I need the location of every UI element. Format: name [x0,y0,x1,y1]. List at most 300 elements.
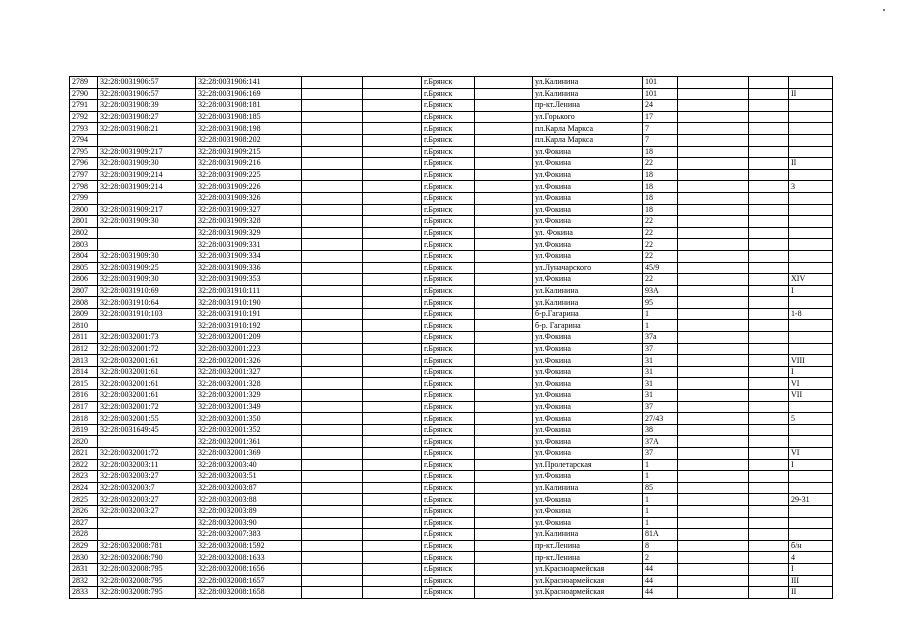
city-cell: г.Брянск [422,239,475,251]
house-number-cell: 31 [643,390,678,402]
premises-number-cell [789,517,833,529]
object-number-cell: 32:28:0032003:87 [196,482,302,494]
premises-number-cell [789,505,833,517]
col-4-cell [302,77,363,89]
col-5-cell [363,77,422,89]
col-11-cell [749,436,789,448]
street-cell: ул.Фокина [533,401,643,413]
parcel-number-cell: 32:28:0032001:73 [98,332,196,344]
col-10-cell [678,482,749,494]
row-number-cell: 2807 [70,285,98,297]
col-10-cell [678,146,749,158]
table-row [70,88,833,100]
col-5-cell [363,436,422,448]
street-cell: ул.Фокина [533,192,643,204]
col-7-cell [475,239,533,251]
col-11-cell [749,413,789,425]
row-number-cell: 2796 [70,158,98,170]
city-cell: г.Брянск [422,587,475,599]
table-row [70,100,833,112]
street-cell: ул.Горького [533,111,643,123]
col-11-cell [749,320,789,332]
col-5-cell [363,297,422,309]
house-number-cell: 1 [643,494,678,506]
col-7-cell [475,413,533,425]
table-row [70,227,833,239]
col-10-cell [678,308,749,320]
object-number-cell: 32:28:0031909:226 [196,181,302,193]
premises-number-cell [789,227,833,239]
col-5-cell [363,332,422,344]
house-number-cell: 37а [643,332,678,344]
row-number-cell: 2816 [70,390,98,402]
parcel-number-cell: 32:28:0032001:61 [98,366,196,378]
col-5-cell [363,343,422,355]
city-cell: г.Брянск [422,262,475,274]
house-number-cell: 44 [643,563,678,575]
premises-number-cell: III [789,575,833,587]
city-cell: г.Брянск [422,413,475,425]
col-4-cell [302,297,363,309]
col-4-cell [302,227,363,239]
object-number-cell: 32:28:0032007:383 [196,529,302,541]
col-4-cell [302,355,363,367]
col-10-cell [678,448,749,460]
street-cell: ул.Фокина [533,471,643,483]
row-number-cell: 2825 [70,494,98,506]
object-number-cell: 32:28:0031910:190 [196,297,302,309]
parcel-number-cell [98,436,196,448]
premises-number-cell [789,320,833,332]
street-cell: пр-кт.Ленина [533,540,643,552]
col-11-cell [749,192,789,204]
parcel-number-cell: 32:28:0032001:55 [98,413,196,425]
col-4-cell [302,343,363,355]
street-cell: ул.Красноармейская [533,563,643,575]
object-number-cell: 32:28:0032008:1656 [196,563,302,575]
col-11-cell [749,297,789,309]
col-5-cell [363,471,422,483]
street-cell: ул.Фокина [533,378,643,390]
col-5-cell [363,146,422,158]
city-cell: г.Брянск [422,424,475,436]
col-5-cell [363,123,422,135]
table-row [70,239,833,251]
col-7-cell [475,192,533,204]
table-row [70,285,833,297]
parcel-number-cell [98,320,196,332]
parcel-number-cell: 32:28:0032001:72 [98,401,196,413]
premises-number-cell [789,77,833,89]
house-number-cell: 7 [643,123,678,135]
parcel-number-cell [98,239,196,251]
object-number-cell: 32:28:0031909:334 [196,250,302,262]
house-number-cell: 38 [643,424,678,436]
row-number-cell: 2823 [70,471,98,483]
object-number-cell: 32:28:0032008:1657 [196,575,302,587]
house-number-cell: 18 [643,204,678,216]
city-cell: г.Брянск [422,552,475,564]
col-7-cell [475,552,533,564]
row-number-cell: 2819 [70,424,98,436]
city-cell: г.Брянск [422,366,475,378]
col-10-cell [678,169,749,181]
col-5-cell [363,482,422,494]
object-number-cell: 32:28:0031906:169 [196,88,302,100]
premises-number-cell [789,529,833,541]
col-7-cell [475,262,533,274]
row-number-cell: 2827 [70,517,98,529]
house-number-cell: 7 [643,134,678,146]
street-cell: ул.Калинина [533,529,643,541]
object-number-cell: 32:28:0032001:209 [196,332,302,344]
row-number-cell: 2831 [70,563,98,575]
table-row [70,158,833,170]
house-number-cell: 22 [643,239,678,251]
row-number-cell: 2822 [70,459,98,471]
col-5-cell [363,250,422,262]
col-5-cell [363,424,422,436]
parcel-number-cell: 32:28:0032001:72 [98,343,196,355]
street-cell: ул.Фокина [533,424,643,436]
col-7-cell [475,471,533,483]
parcel-number-cell: 32:28:0032001:72 [98,448,196,460]
col-5-cell [363,413,422,425]
col-5-cell [363,448,422,460]
col-7-cell [475,320,533,332]
col-4-cell [302,587,363,599]
premises-number-cell [789,424,833,436]
table-row [70,366,833,378]
house-number-cell: 1 [643,320,678,332]
premises-number-cell: б/н [789,540,833,552]
col-5-cell [363,204,422,216]
row-number-cell: 2828 [70,529,98,541]
col-10-cell [678,123,749,135]
house-number-cell: 1 [643,471,678,483]
premises-number-cell [789,262,833,274]
house-number-cell: 1 [643,505,678,517]
object-number-cell: 32:28:0032001:328 [196,378,302,390]
col-11-cell [749,471,789,483]
parcel-number-cell: 32:28:0031909:217 [98,204,196,216]
col-4-cell [302,146,363,158]
col-7-cell [475,332,533,344]
col-5-cell [363,308,422,320]
col-4-cell [302,471,363,483]
table-row [70,181,833,193]
object-number-cell: 32:28:0031909:225 [196,169,302,181]
city-cell: г.Брянск [422,529,475,541]
col-7-cell [475,378,533,390]
street-cell: ул.Калинина [533,77,643,89]
col-5-cell [363,158,422,170]
object-number-cell: 32:28:0032001:349 [196,401,302,413]
street-cell: ул.Фокина [533,366,643,378]
table-row [70,169,833,181]
house-number-cell: 31 [643,378,678,390]
col-10-cell [678,552,749,564]
col-10-cell [678,563,749,575]
col-7-cell [475,343,533,355]
col-5-cell [363,320,422,332]
parcel-number-cell: 32:28:0031909:30 [98,274,196,286]
premises-number-cell: 29-31 [789,494,833,506]
street-cell: ул.Калинина [533,482,643,494]
row-number-cell: 2802 [70,227,98,239]
col-7-cell [475,181,533,193]
parcel-number-cell: 32:28:0032003:7 [98,482,196,494]
city-cell: г.Брянск [422,517,475,529]
col-7-cell [475,529,533,541]
col-7-cell [475,424,533,436]
table-row [70,575,833,587]
street-cell: ул.Фокина [533,355,643,367]
col-11-cell [749,552,789,564]
parcel-number-cell: 32:28:0031649:45 [98,424,196,436]
city-cell: г.Брянск [422,181,475,193]
house-number-cell: 18 [643,146,678,158]
row-number-cell: 2820 [70,436,98,448]
col-11-cell [749,575,789,587]
parcel-number-cell: 32:28:0032003:11 [98,459,196,471]
col-7-cell [475,204,533,216]
table-row [70,123,833,135]
col-11-cell [749,216,789,228]
table-row [70,471,833,483]
col-4-cell [302,216,363,228]
col-7-cell [475,285,533,297]
premises-number-cell: II [789,587,833,599]
table-row [70,424,833,436]
col-11-cell [749,100,789,112]
row-number-cell: 2803 [70,239,98,251]
parcel-number-cell: 32:28:0031909:30 [98,216,196,228]
table-row [70,378,833,390]
col-10-cell [678,297,749,309]
parcel-number-cell: 32:28:0031906:57 [98,77,196,89]
object-number-cell: 32:28:0031908:202 [196,134,302,146]
street-cell: б-р.Гагарина [533,308,643,320]
col-7-cell [475,587,533,599]
parcel-number-cell: 32:28:0031909:214 [98,181,196,193]
premises-number-cell: I [789,459,833,471]
table-row [70,529,833,541]
city-cell: г.Брянск [422,494,475,506]
col-10-cell [678,494,749,506]
col-7-cell [475,575,533,587]
street-cell: ул.Фокина [533,181,643,193]
col-4-cell [302,494,363,506]
row-number-cell: 2814 [70,366,98,378]
col-4-cell [302,413,363,425]
parcel-number-cell: 32:28:0032001:61 [98,390,196,402]
col-4-cell [302,529,363,541]
street-cell: ул.Красноармейская [533,575,643,587]
table-row [70,436,833,448]
col-4-cell [302,100,363,112]
street-cell: ул.Фокина [533,505,643,517]
col-11-cell [749,250,789,262]
col-11-cell [749,88,789,100]
premises-number-cell [789,204,833,216]
row-number-cell: 2790 [70,88,98,100]
parcel-number-cell: 32:28:0031908:21 [98,123,196,135]
col-4-cell [302,552,363,564]
house-number-cell: 27/43 [643,413,678,425]
row-number-cell: 2811 [70,332,98,344]
object-number-cell: 32:28:0032003:89 [196,505,302,517]
col-4-cell [302,250,363,262]
street-cell: ул.Фокина [533,250,643,262]
house-number-cell: 22 [643,250,678,262]
col-10-cell [678,250,749,262]
premises-number-cell: XIV [789,274,833,286]
table-row [70,274,833,286]
city-cell: г.Брянск [422,401,475,413]
col-5-cell [363,262,422,274]
col-4-cell [302,459,363,471]
object-number-cell: 32:28:0032003:40 [196,459,302,471]
table-row [70,204,833,216]
street-cell: ул.Калинина [533,297,643,309]
house-number-cell: 22 [643,158,678,170]
col-11-cell [749,540,789,552]
col-11-cell [749,227,789,239]
parcel-number-cell [98,134,196,146]
col-10-cell [678,413,749,425]
col-5-cell [363,378,422,390]
col-11-cell [749,355,789,367]
col-4-cell [302,482,363,494]
object-number-cell: 32:28:0032003:88 [196,494,302,506]
col-7-cell [475,505,533,517]
parcel-number-cell: 32:28:0031908:27 [98,111,196,123]
premises-number-cell [789,401,833,413]
col-10-cell [678,239,749,251]
city-cell: г.Брянск [422,111,475,123]
col-10-cell [678,587,749,599]
col-11-cell [749,517,789,529]
city-cell: г.Брянск [422,320,475,332]
premises-number-cell [789,332,833,344]
house-number-cell: 18 [643,181,678,193]
table-row [70,262,833,274]
col-5-cell [363,552,422,564]
row-number-cell: 2809 [70,308,98,320]
col-11-cell [749,587,789,599]
parcel-number-cell: 32:28:0032001:61 [98,378,196,390]
col-10-cell [678,204,749,216]
premises-number-cell [789,100,833,112]
table-row [70,192,833,204]
col-4-cell [302,111,363,123]
row-number-cell: 2789 [70,77,98,89]
col-11-cell [749,482,789,494]
street-cell: пл.Карла Маркса [533,123,643,135]
table-row [70,134,833,146]
city-cell: г.Брянск [422,540,475,552]
parcel-number-cell: 32:28:0031908:39 [98,100,196,112]
col-10-cell [678,540,749,552]
city-cell: г.Брянск [422,378,475,390]
col-5-cell [363,563,422,575]
object-number-cell: 32:28:0031909:329 [196,227,302,239]
street-cell: ул.Фокина [533,169,643,181]
row-number-cell: 2829 [70,540,98,552]
col-11-cell [749,448,789,460]
house-number-cell: 31 [643,366,678,378]
parcel-number-cell: 32:28:0031910:103 [98,308,196,320]
city-cell: г.Брянск [422,216,475,228]
house-number-cell: 44 [643,587,678,599]
col-11-cell [749,505,789,517]
street-cell: ул. Фокина [533,227,643,239]
col-11-cell [749,134,789,146]
col-4-cell [302,239,363,251]
col-10-cell [678,332,749,344]
parcel-number-cell: 32:28:0031909:217 [98,146,196,158]
object-number-cell: 32:28:0032001:369 [196,448,302,460]
col-7-cell [475,482,533,494]
table-row [70,448,833,460]
object-number-cell: 32:28:0032001:329 [196,390,302,402]
city-cell: г.Брянск [422,169,475,181]
parcel-number-cell [98,529,196,541]
city-cell: г.Брянск [422,505,475,517]
col-7-cell [475,355,533,367]
object-number-cell: 32:28:0031909:326 [196,192,302,204]
row-number-cell: 2794 [70,134,98,146]
col-4-cell [302,505,363,517]
col-4-cell [302,320,363,332]
row-number-cell: 2812 [70,343,98,355]
premises-number-cell [789,123,833,135]
table-row [70,343,833,355]
street-cell: ул.Калинина [533,285,643,297]
table-row [70,587,833,599]
col-4-cell [302,378,363,390]
house-number-cell: 1 [643,308,678,320]
city-cell: г.Брянск [422,390,475,402]
table-row [70,413,833,425]
row-number-cell: 2805 [70,262,98,274]
col-5-cell [363,505,422,517]
col-4-cell [302,285,363,297]
street-cell: ул.Пролетарская [533,459,643,471]
street-cell: б-р. Гагарина [533,320,643,332]
col-5-cell [363,587,422,599]
col-11-cell [749,169,789,181]
col-11-cell [749,262,789,274]
street-cell: пл.Карла Маркса [533,134,643,146]
house-number-cell: 17 [643,111,678,123]
col-10-cell [678,390,749,402]
premises-number-cell: II [789,158,833,170]
house-number-cell: 31 [643,355,678,367]
scan-speck [883,9,885,11]
row-number-cell: 2801 [70,216,98,228]
parcel-number-cell: 32:28:0032008:790 [98,552,196,564]
row-number-cell: 2791 [70,100,98,112]
table-row [70,320,833,332]
city-cell: г.Брянск [422,192,475,204]
object-number-cell: 32:28:0031906:141 [196,77,302,89]
object-number-cell: 32:28:0031909:216 [196,158,302,170]
object-number-cell: 32:28:0031909:327 [196,204,302,216]
col-7-cell [475,158,533,170]
col-5-cell [363,227,422,239]
